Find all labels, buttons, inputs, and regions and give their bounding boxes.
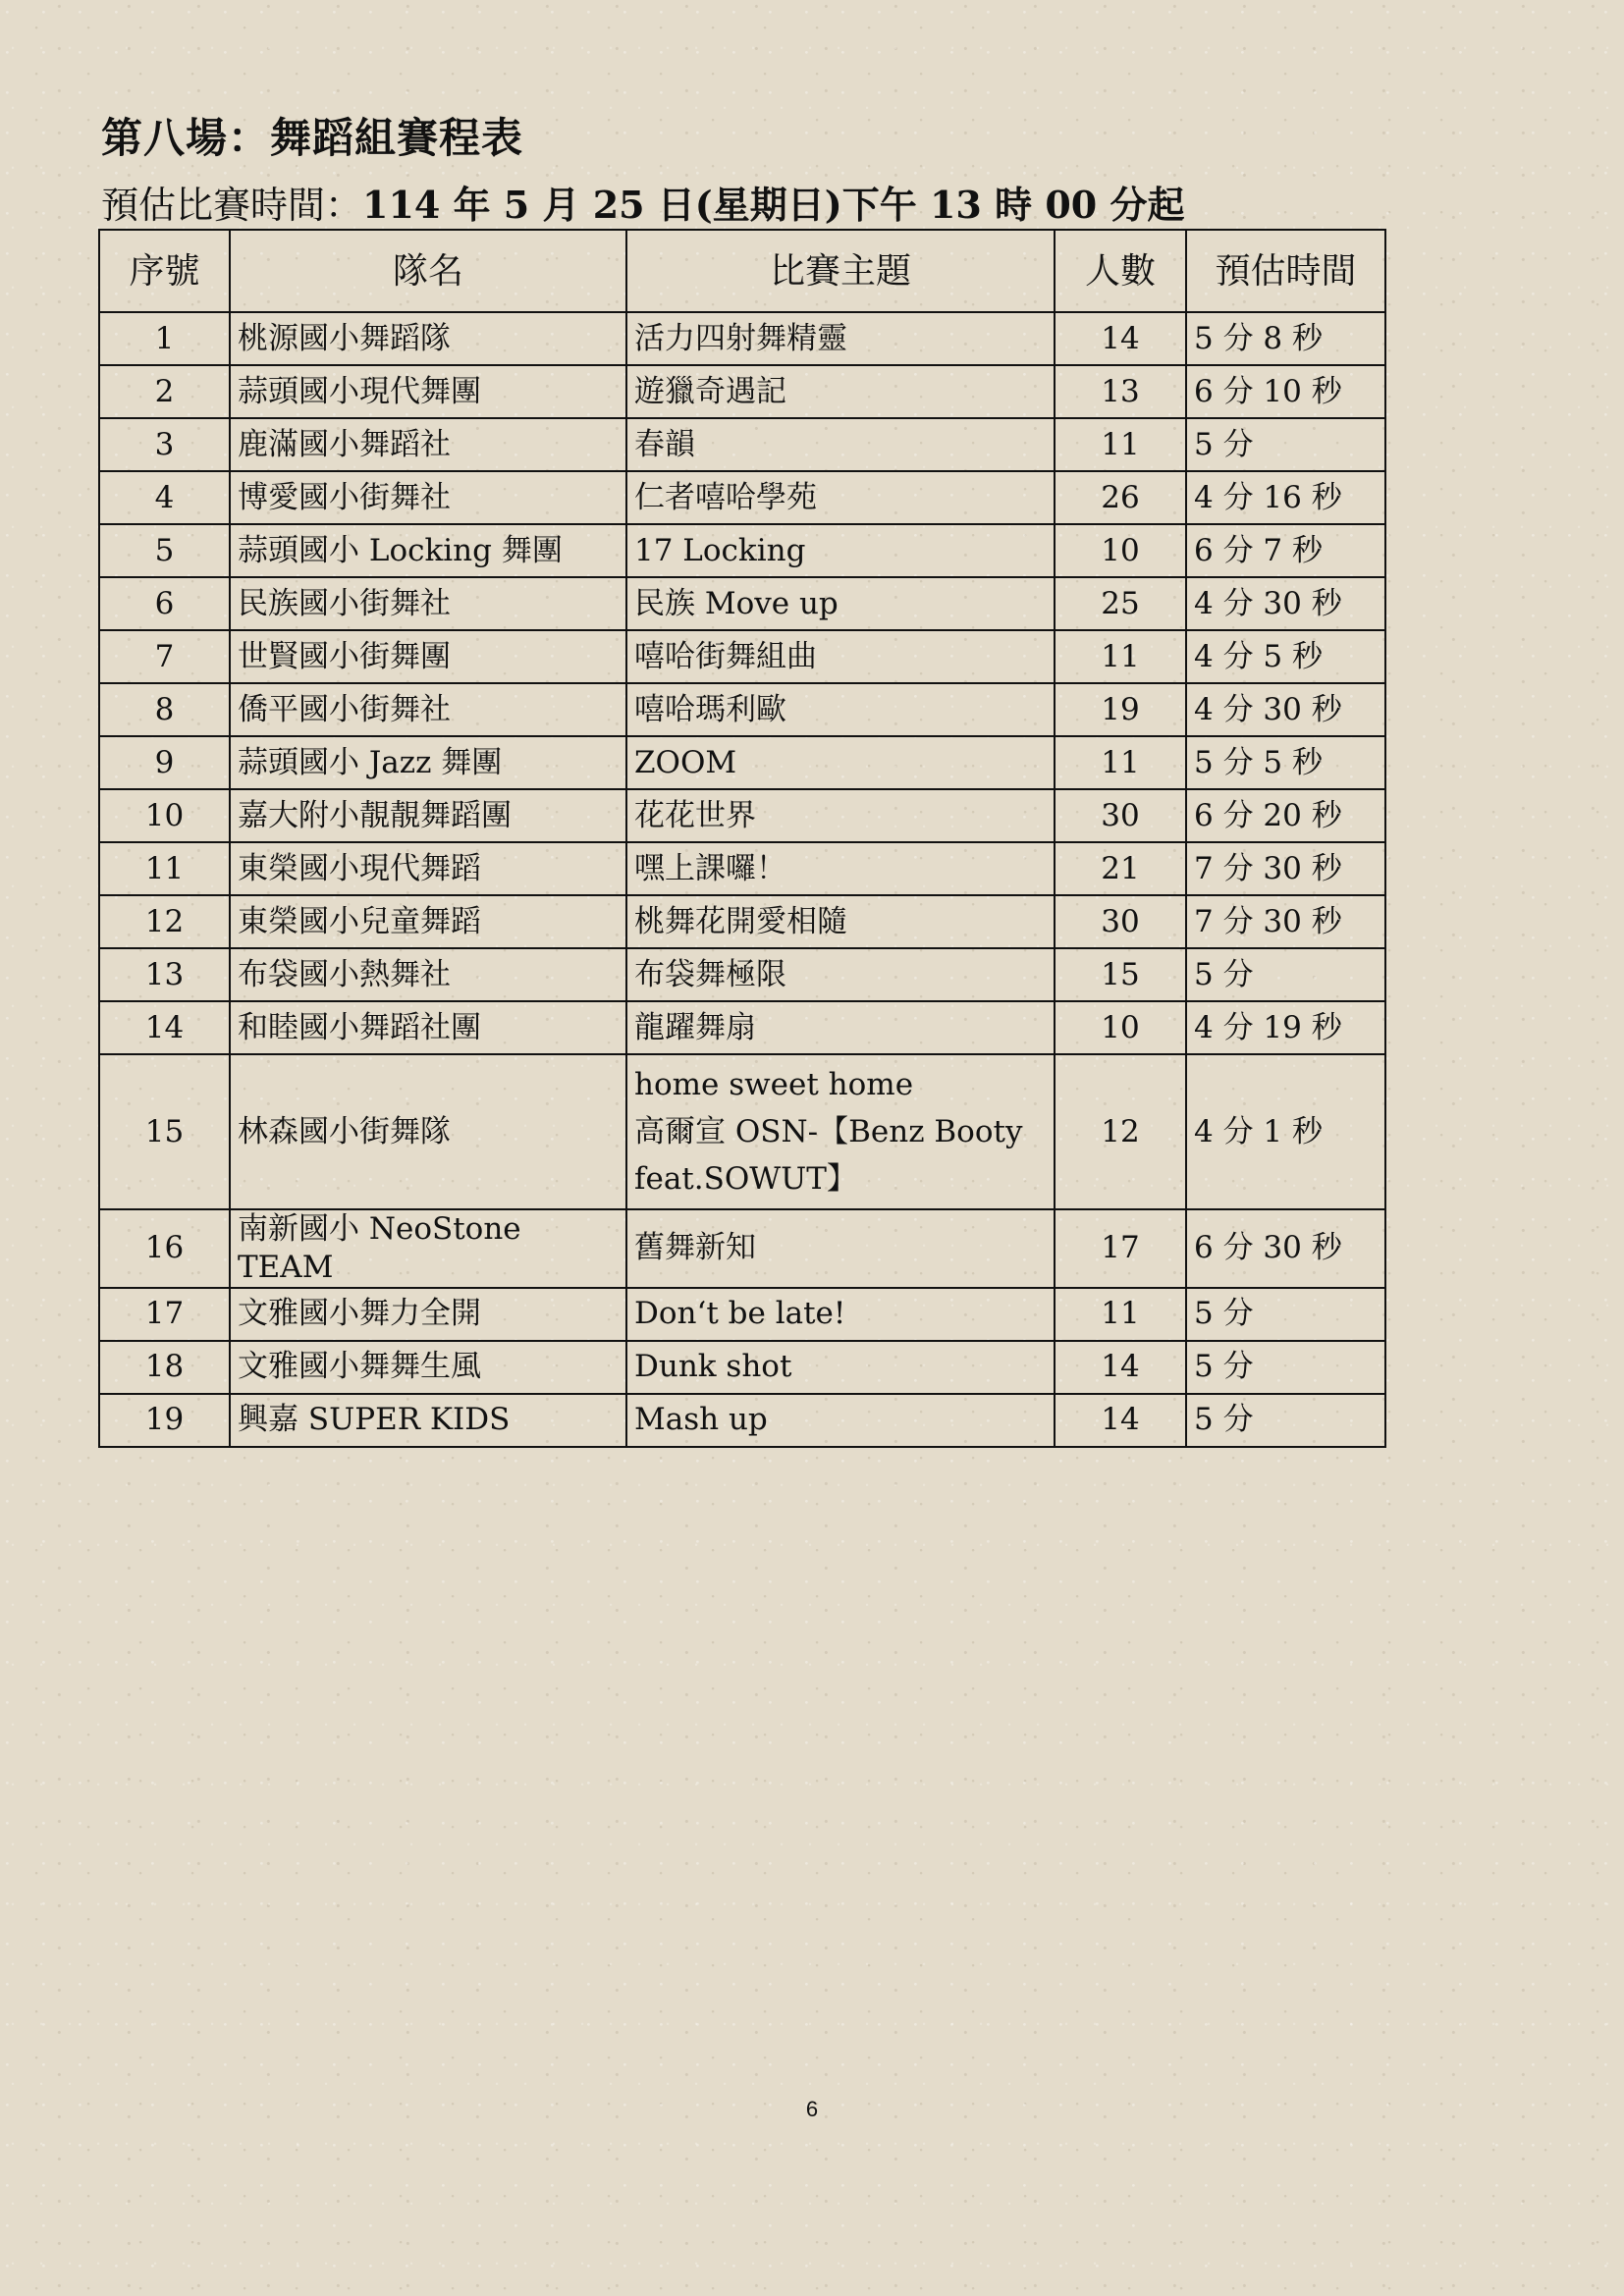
schedule-table	[98, 229, 1386, 1448]
cell-count: 30	[1055, 895, 1186, 948]
cell-theme: 嘿上課囉！	[626, 842, 1055, 895]
cell-team: 南新國小 NeoStone TEAM	[230, 1209, 626, 1288]
cell-count: 14	[1055, 1394, 1186, 1447]
cell-count: 17	[1055, 1209, 1186, 1288]
cell-count: 10	[1055, 1001, 1186, 1054]
cell-no: 12	[99, 895, 230, 948]
cell-theme: 嘻哈瑪利歐	[626, 683, 1055, 736]
cell-time: 5 分 8 秒	[1186, 312, 1385, 365]
table-header-row	[99, 230, 1385, 312]
theme-line: 高爾宣 OSN-【Benz Booty	[634, 1113, 1023, 1149]
cell-theme: 龍躍舞扇	[626, 1001, 1055, 1054]
cell-theme: 桃舞花開愛相隨	[626, 895, 1055, 948]
cell-count: 19	[1055, 683, 1186, 736]
cell-no: 18	[99, 1341, 230, 1394]
cell-count: 12	[1055, 1054, 1186, 1209]
cell-time: 5 分	[1186, 1394, 1385, 1447]
table-row	[99, 736, 1385, 789]
cell-theme: Dunk shot	[626, 1341, 1055, 1394]
cell-theme: 春韻	[626, 418, 1055, 471]
cell-no: 4	[99, 471, 230, 524]
cell-theme: 布袋舞極限	[626, 948, 1055, 1001]
cell-no: 3	[99, 418, 230, 471]
cell-no: 16	[99, 1209, 230, 1288]
cell-team: 嘉大附小靚靚舞蹈團	[230, 789, 626, 842]
cell-team: 世賢國小街舞團	[230, 630, 626, 683]
table-row	[99, 312, 1385, 365]
table-row	[99, 1394, 1385, 1447]
cell-team: 博愛國小街舞社	[230, 471, 626, 524]
cell-count: 25	[1055, 577, 1186, 630]
cell-no: 9	[99, 736, 230, 789]
theme-line: home sweet home	[634, 1066, 914, 1102]
table-row	[99, 1209, 1385, 1288]
cell-team: 文雅國小舞舞生風	[230, 1341, 626, 1394]
cell-time: 7 分 30 秒	[1186, 895, 1385, 948]
header-time: 預估時間	[1186, 230, 1385, 312]
cell-team: 文雅國小舞力全開	[230, 1288, 626, 1341]
table-row	[99, 1288, 1385, 1341]
cell-count: 13	[1055, 365, 1186, 418]
cell-no: 19	[99, 1394, 230, 1447]
cell-team: 蒜頭國小 Locking 舞團	[230, 524, 626, 577]
header-team: 隊名	[230, 230, 626, 312]
table-row	[99, 365, 1385, 418]
cell-time: 5 分	[1186, 1341, 1385, 1394]
page-number: 6	[805, 2097, 819, 2121]
table-row	[99, 842, 1385, 895]
cell-count: 11	[1055, 630, 1186, 683]
cell-no: 10	[99, 789, 230, 842]
cell-time: 5 分 5 秒	[1186, 736, 1385, 789]
cell-team: 布袋國小熱舞社	[230, 948, 626, 1001]
cell-theme: 嘻哈街舞組曲	[626, 630, 1055, 683]
table-row	[99, 524, 1385, 577]
cell-theme: Don‘t be late!	[626, 1288, 1055, 1341]
header-count: 人數	[1055, 230, 1186, 312]
cell-time: 6 分 7 秒	[1186, 524, 1385, 577]
cell-count: 11	[1055, 736, 1186, 789]
cell-time: 5 分	[1186, 418, 1385, 471]
cell-count: 21	[1055, 842, 1186, 895]
table-row	[99, 577, 1385, 630]
table-row	[99, 948, 1385, 1001]
cell-team: 和睦國小舞蹈社團	[230, 1001, 626, 1054]
cell-no: 1	[99, 312, 230, 365]
cell-no: 15	[99, 1054, 230, 1209]
cell-no: 13	[99, 948, 230, 1001]
cell-team: 興嘉 SUPER KIDS	[230, 1394, 626, 1447]
cell-time: 6 分 10 秒	[1186, 365, 1385, 418]
cell-time: 6 分 30 秒	[1186, 1209, 1385, 1288]
page-subtitle	[101, 175, 1184, 229]
cell-count: 11	[1055, 418, 1186, 471]
cell-count: 14	[1055, 312, 1186, 365]
cell-count: 15	[1055, 948, 1186, 1001]
cell-no: 2	[99, 365, 230, 418]
table-row	[99, 630, 1385, 683]
table-row	[99, 1054, 1385, 1209]
table-row	[99, 1001, 1385, 1054]
cell-no: 8	[99, 683, 230, 736]
cell-theme: 仁者嘻哈學苑	[626, 471, 1055, 524]
cell-time: 7 分 30 秒	[1186, 842, 1385, 895]
cell-theme: ZOOM	[626, 736, 1055, 789]
cell-time: 4 分 19 秒	[1186, 1001, 1385, 1054]
cell-count: 14	[1055, 1341, 1186, 1394]
theme-line: feat.SOWUT】	[634, 1161, 857, 1198]
cell-count: 10	[1055, 524, 1186, 577]
table-row	[99, 895, 1385, 948]
table-row	[99, 789, 1385, 842]
header-theme: 比賽主題	[626, 230, 1055, 312]
cell-count: 30	[1055, 789, 1186, 842]
cell-team: 鹿滿國小舞蹈社	[230, 418, 626, 471]
cell-time: 4 分 16 秒	[1186, 471, 1385, 524]
cell-count: 11	[1055, 1288, 1186, 1341]
cell-team: 東榮國小現代舞蹈	[230, 842, 626, 895]
page-title: 第八場：舞蹈組賽程表	[101, 114, 524, 162]
cell-team: 東榮國小兒童舞蹈	[230, 895, 626, 948]
cell-count: 26	[1055, 471, 1186, 524]
table-row	[99, 683, 1385, 736]
cell-no: 5	[99, 524, 230, 577]
cell-time: 4 分 30 秒	[1186, 683, 1385, 736]
cell-no: 17	[99, 1288, 230, 1341]
cell-no: 11	[99, 842, 230, 895]
header-no: 序號	[99, 230, 230, 312]
cell-team: 僑平國小街舞社	[230, 683, 626, 736]
cell-team: 民族國小街舞社	[230, 577, 626, 630]
cell-time: 6 分 20 秒	[1186, 789, 1385, 842]
cell-no: 7	[99, 630, 230, 683]
table-row	[99, 418, 1385, 471]
cell-time: 4 分 5 秒	[1186, 630, 1385, 683]
table-row	[99, 1341, 1385, 1394]
cell-theme: Mash up	[626, 1394, 1055, 1447]
cell-no: 14	[99, 1001, 230, 1054]
cell-team: 蒜頭國小 Jazz 舞團	[230, 736, 626, 789]
cell-time: 4 分 30 秒	[1186, 577, 1385, 630]
cell-theme: 17 Locking	[626, 524, 1055, 577]
subtitle-value: 114 年 5 月 25 日(星期日)下午 13 時 00 分起	[362, 183, 1185, 227]
cell-time: 5 分	[1186, 948, 1385, 1001]
cell-theme: 民族 Move up	[626, 577, 1055, 630]
cell-theme: 活力四射舞精靈	[626, 312, 1055, 365]
cell-time: 4 分 1 秒	[1186, 1054, 1385, 1209]
cell-theme	[626, 1054, 1055, 1209]
subtitle-label: 預估比賽時間：	[101, 184, 363, 227]
cell-team: 桃源國小舞蹈隊	[230, 312, 626, 365]
table-row	[99, 471, 1385, 524]
cell-theme: 舊舞新知	[626, 1209, 1055, 1288]
cell-time: 5 分	[1186, 1288, 1385, 1341]
cell-team: 蒜頭國小現代舞團	[230, 365, 626, 418]
cell-theme: 遊獵奇遇記	[626, 365, 1055, 418]
cell-no: 6	[99, 577, 230, 630]
cell-team: 林森國小街舞隊	[230, 1054, 626, 1209]
cell-theme: 花花世界	[626, 789, 1055, 842]
